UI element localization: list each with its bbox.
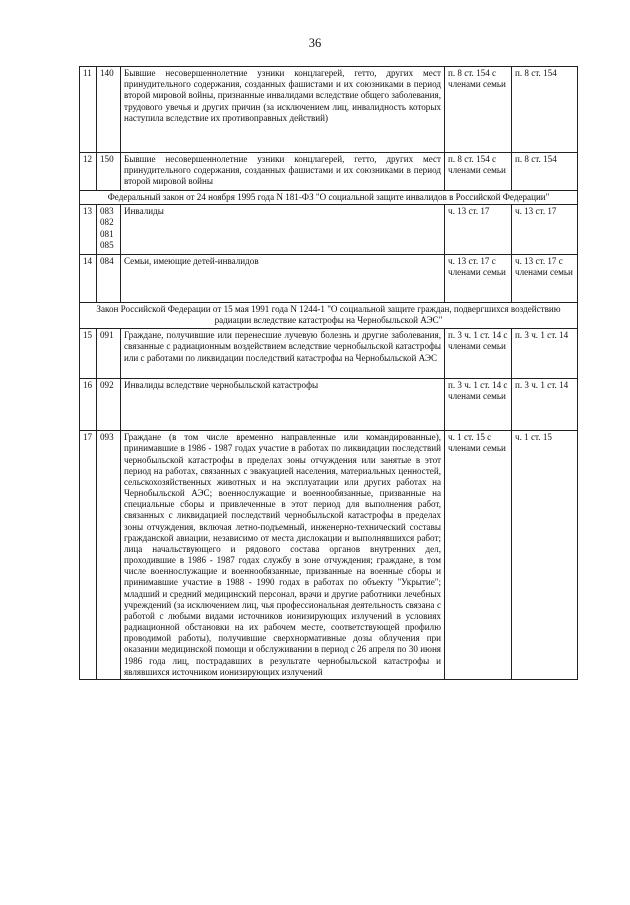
table-row	[80, 205, 578, 255]
legal-reference-extra: ч. 13 ст. 17	[512, 205, 578, 255]
category-code: 083 082 081 085	[97, 205, 121, 255]
category-description: Бывшие несовершеннолетние узники концлагерей, гетто, других мест принудительного содержания, созданных фашистами и их союзниками в период второй мировой войны, признанные инвалидами вследствие общего заболевания, трудового увечья и других причин (за исключением лиц, инвалидность которых наступила вследствие их противоправных действий)	[121, 67, 445, 153]
section-row	[80, 191, 578, 205]
row-number: 14	[80, 255, 97, 303]
legal-reference: п. 8 ст. 154 с членами семьи	[445, 67, 512, 153]
benefits-table	[79, 66, 578, 680]
category-code: 092	[97, 379, 121, 431]
table-row	[80, 153, 578, 191]
category-code: 140	[97, 67, 121, 153]
legal-reference-extra: п. 3 ч. 1 ст. 14	[512, 379, 578, 431]
row-number: 11	[80, 67, 97, 153]
legal-reference-extra: ч. 1 ст. 15	[512, 431, 578, 680]
legal-reference: ч. 1 ст. 15 с членами семьи	[445, 431, 512, 680]
legal-reference-extra: п. 8 ст. 154	[512, 67, 578, 153]
legal-reference-extra: ч. 13 ст. 17 с членами семьи	[512, 255, 578, 303]
category-code: 084	[97, 255, 121, 303]
category-description: Инвалиды	[121, 205, 445, 255]
table-row	[80, 67, 578, 153]
category-description: Граждане (в том числе временно направленные или командированные), принимавшие в 1986 - 1987 годах участие в работах по ликвидации последствий чернобыльской катастрофы в пределах зоны отчуждения или занятые в этот период на работах, связанных с эвакуацией населения, материальных ценностей, сельскохозяйственных животных и на эксплуатации или других работах на Чернобыльской АЭС; военнослужащие и военнообязанные, призванные на специальные сборы и привлеченные в этот период для выполнения работ, связанных с ликвидацией последствий чернобыльской катастрофы в пределах зоны отчуждения, включая летно-подъемный, инженерно-технический составы гражданской авиации, независимо от места дислокации и выполнявшихся работ; лица начальствующего и рядового состава органов внутренних дел, проходившие в 1986 - 1987 годах службу в зоне отчуждения; граждане, в том числе военнослужащие и военнообязанные, призванные на военные сборы и принимавшие участие в 1988 - 1990 годах в работах по объекту "Укрытие"; младший и средний медицинский персонал, врачи и другие работники лечебных учреждений (за исключением лиц, чья профессиональная деятельность связана с работой с любыми видами источников ионизирующих излучений в условиях радиационной обстановки на их рабочем месте, соответствующей профилю проводимой работы), получившие сверхнормативные дозы облучения при оказании медицинской помощи и обслуживании в период с 26 апреля по 30 июня 1986 года лиц, пострадавших в результате чернобыльской катастрофы и являвшихся источником ионизирующих излучений	[121, 431, 445, 680]
row-number: 13	[80, 205, 97, 255]
table-row	[80, 379, 578, 431]
legal-reference: ч. 13 ст. 17	[445, 205, 512, 255]
table-row	[80, 431, 578, 680]
row-number: 12	[80, 153, 97, 191]
category-description: Инвалиды вследствие чернобыльской катастрофы	[121, 379, 445, 431]
category-code: 150	[97, 153, 121, 191]
table-row	[80, 255, 578, 303]
row-number: 16	[80, 379, 97, 431]
row-number: 17	[80, 431, 97, 680]
section-row	[80, 303, 578, 329]
legal-reference: ч. 13 ст. 17 с членами семьи	[445, 255, 512, 303]
row-number: 15	[80, 329, 97, 379]
legal-reference: п. 3 ч. 1 ст. 14 с членами семьи	[445, 329, 512, 379]
section-heading: Федеральный закон от 24 ноября 1995 года N 181-ФЗ "О социальной защите инвалидов в Российской Федерации"	[80, 191, 578, 205]
legal-reference-extra: п. 8 ст. 154	[512, 153, 578, 191]
category-description: Граждане, получившие или перенесшие лучевую болезнь и другие заболевания, связанные с радиационным воздействием вследствие чернобыльской катастрофы или с работами по ликвидации последствий катастрофы на Чернобыльской АЭС	[121, 329, 445, 379]
category-description: Семьи, имеющие детей-инвалидов	[121, 255, 445, 303]
category-code: 091	[97, 329, 121, 379]
legal-reference-extra: п. 3 ч. 1 ст. 14	[512, 329, 578, 379]
section-heading: Закон Российской Федерации от 15 мая 1991 года N 1244-1 "О социальной защите граждан, подвергшихся воздействию радиации вследствие катастрофы на Чернобыльской АЭС"	[80, 303, 578, 329]
category-code: 093	[97, 431, 121, 680]
category-description: Бывшие несовершеннолетние узники концлагерей, гетто, других мест принудительного содержания, созданных фашистами и их союзниками в период второй мировой войны	[121, 153, 445, 191]
legal-reference: п. 8 ст. 154 с членами семьи	[445, 153, 512, 191]
page-number: 36	[308, 36, 322, 50]
table-row	[80, 329, 578, 379]
legal-reference: п. 3 ч. 1 ст. 14 с членами семьи	[445, 379, 512, 431]
